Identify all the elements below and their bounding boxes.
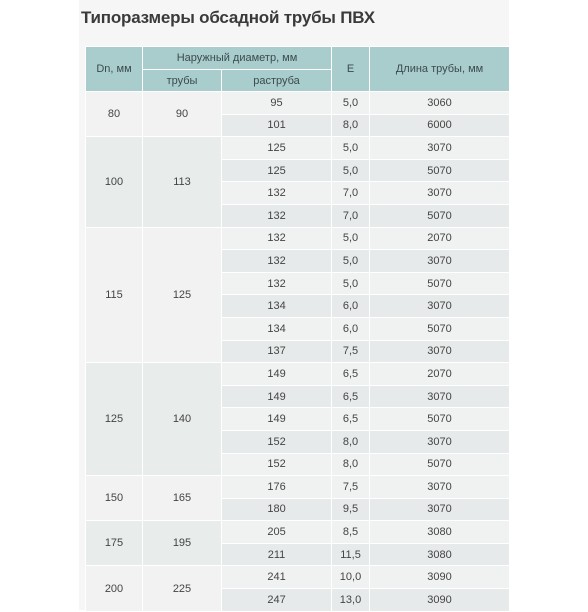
- e-cell: 13,0: [332, 589, 370, 612]
- socket-diameter-cell: 95: [222, 92, 332, 115]
- e-cell: 8,0: [332, 453, 370, 476]
- pipe-diameter-cell: 225: [143, 566, 222, 611]
- length-cell: 5070: [370, 272, 510, 295]
- length-cell: 5070: [370, 317, 510, 340]
- length-cell: 5070: [370, 204, 510, 227]
- table-body: [86, 92, 510, 612]
- table-row: [86, 566, 510, 589]
- socket-diameter-cell: 205: [222, 521, 332, 544]
- e-cell: 7,0: [332, 204, 370, 227]
- length-cell: 3080: [370, 543, 510, 566]
- socket-diameter-cell: 149: [222, 408, 332, 431]
- socket-diameter-cell: 149: [222, 385, 332, 408]
- e-cell: 5,0: [332, 159, 370, 182]
- length-cell: 5070: [370, 453, 510, 476]
- length-cell: 3070: [370, 182, 510, 205]
- table-row: [86, 521, 510, 544]
- e-cell: 5,0: [332, 272, 370, 295]
- table-row: [86, 92, 510, 115]
- length-cell: 3070: [370, 295, 510, 318]
- e-cell: 9,5: [332, 498, 370, 521]
- page-title: Типоразмеры обсадной трубы ПВХ: [81, 8, 375, 27]
- socket-diameter-cell: 125: [222, 159, 332, 182]
- socket-diameter-cell: 137: [222, 340, 332, 363]
- length-cell: 3070: [370, 250, 510, 273]
- socket-diameter-cell: 211: [222, 543, 332, 566]
- e-cell: 5,0: [332, 137, 370, 160]
- dn-cell: 150: [86, 476, 143, 521]
- socket-diameter-cell: 149: [222, 363, 332, 386]
- dn-cell: 80: [86, 92, 143, 137]
- socket-diameter-cell: 101: [222, 114, 332, 137]
- dn-cell: 115: [86, 227, 143, 363]
- length-cell: 3070: [370, 340, 510, 363]
- socket-diameter-cell: 132: [222, 272, 332, 295]
- socket-diameter-cell: 152: [222, 453, 332, 476]
- e-cell: 6,0: [332, 295, 370, 318]
- header-length: Длина трубы, мм: [370, 47, 510, 92]
- e-cell: 6,0: [332, 317, 370, 340]
- e-cell: 11,5: [332, 543, 370, 566]
- e-cell: 8,5: [332, 521, 370, 544]
- table-row: [86, 476, 510, 499]
- e-cell: 7,5: [332, 476, 370, 499]
- length-cell: 3060: [370, 92, 510, 115]
- length-cell: 3080: [370, 521, 510, 544]
- dn-cell: 200: [86, 566, 143, 611]
- length-cell: 3090: [370, 589, 510, 612]
- pipe-diameter-cell: 165: [143, 476, 222, 521]
- length-cell: 5070: [370, 159, 510, 182]
- table-row: [86, 363, 510, 386]
- e-cell: 7,5: [332, 340, 370, 363]
- socket-diameter-cell: 176: [222, 476, 332, 499]
- length-cell: 3070: [370, 498, 510, 521]
- socket-diameter-cell: 132: [222, 204, 332, 227]
- e-cell: 5,0: [332, 227, 370, 250]
- pipe-diameter-cell: 140: [143, 363, 222, 476]
- length-cell: 3070: [370, 476, 510, 499]
- length-cell: 3070: [370, 385, 510, 408]
- length-cell: 3070: [370, 137, 510, 160]
- length-cell: 3090: [370, 566, 510, 589]
- dn-cell: 125: [86, 363, 143, 476]
- e-cell: 6,5: [332, 363, 370, 386]
- table-header: [86, 47, 510, 92]
- header-e: E: [332, 47, 370, 92]
- table-row: [86, 137, 510, 160]
- table-row: [86, 227, 510, 250]
- socket-diameter-cell: 180: [222, 498, 332, 521]
- length-cell: 5070: [370, 408, 510, 431]
- e-cell: 5,0: [332, 250, 370, 273]
- pipe-diameter-cell: 113: [143, 137, 222, 227]
- header-outer-diameter: Наружный диаметр, мм: [143, 47, 332, 70]
- header-pipe: трубы: [143, 70, 222, 92]
- e-cell: 6,5: [332, 408, 370, 431]
- e-cell: 7,0: [332, 182, 370, 205]
- socket-diameter-cell: 132: [222, 182, 332, 205]
- socket-diameter-cell: 134: [222, 317, 332, 340]
- socket-diameter-cell: 241: [222, 566, 332, 589]
- pipe-diameter-cell: 90: [143, 92, 222, 137]
- e-cell: 6,5: [332, 385, 370, 408]
- e-cell: 5,0: [332, 92, 370, 115]
- pipe-diameter-cell: 125: [143, 227, 222, 363]
- socket-diameter-cell: 125: [222, 137, 332, 160]
- socket-diameter-cell: 152: [222, 430, 332, 453]
- header-dn: Dn, мм: [86, 47, 143, 92]
- e-cell: 8,0: [332, 114, 370, 137]
- e-cell: 10,0: [332, 566, 370, 589]
- length-cell: 3070: [370, 430, 510, 453]
- length-cell: 2070: [370, 363, 510, 386]
- dn-cell: 175: [86, 521, 143, 566]
- length-cell: 6000: [370, 114, 510, 137]
- socket-diameter-cell: 247: [222, 589, 332, 612]
- length-cell: 2070: [370, 227, 510, 250]
- socket-diameter-cell: 132: [222, 227, 332, 250]
- dn-cell: 100: [86, 137, 143, 227]
- e-cell: 8,0: [332, 430, 370, 453]
- socket-diameter-cell: 134: [222, 295, 332, 318]
- socket-diameter-cell: 132: [222, 250, 332, 273]
- header-socket: раструба: [222, 70, 332, 92]
- pipe-sizes-table: [85, 46, 510, 612]
- pipe-diameter-cell: 195: [143, 521, 222, 566]
